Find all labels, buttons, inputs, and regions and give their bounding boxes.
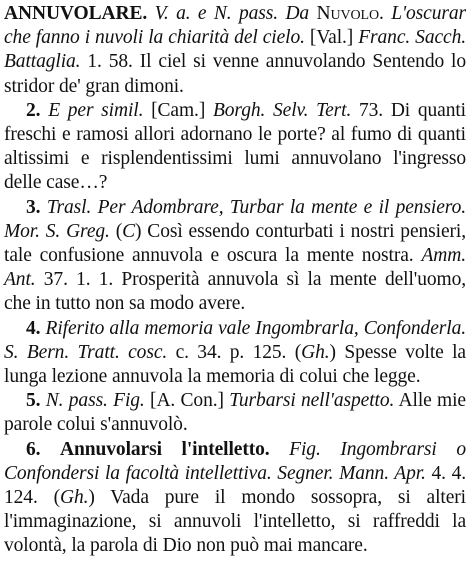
italic-text: Turbarsi nell'aspetto. <box>229 390 395 412</box>
sense-5 <box>4 389 466 437</box>
body-text: [A. Con.] <box>150 390 224 412</box>
italic-text: Trasl. Per Adombrare, Turbar la mente e il pensiero. Mor. S. Greg. <box>4 196 466 242</box>
sense-3 <box>4 196 466 317</box>
italic-text: Gh. <box>301 341 330 363</box>
sense-number: 2. <box>26 99 41 121</box>
body-text: 37. 1. 1. Prosperità annuvola sì la mente dell'uomo, che in tutto non sa modo avere. <box>4 269 466 315</box>
italic-text: Riferito alla memoria vale Ingombrarla, Confonderla. S. Bern. Tratt. cosc. <box>4 317 466 363</box>
senses-list <box>4 99 466 559</box>
sense-6 <box>4 438 466 559</box>
citation: 1. 58. <box>87 51 133 73</box>
italic-text: N. pass. Fig. <box>45 390 145 412</box>
bold-phrase: Annuvolarsi l'intelletto. <box>60 438 270 460</box>
quotation: Il ciel si venne annuvolando Sentendo lo stridor de' gran dimoni. <box>4 51 467 97</box>
body-text: ( <box>115 220 123 242</box>
source-marker: [Val.] <box>309 27 354 49</box>
italic-text: E per simil. <box>48 99 144 121</box>
sense-number: 4. <box>26 317 41 339</box>
definition: L'oscurar che fanno i nuvoli la chiarità del cielo. <box>4 3 466 49</box>
sense-4 <box>4 317 466 390</box>
sense-number: 5. <box>26 390 41 412</box>
body-text: ) Spesse volte la lunga lezione annuvola la memoria di colui che legge. <box>4 341 466 388</box>
italic-text: Fig. Ingombrarsi o Confondersi la facoltà intellettiva. Segner. Mann. Apr. <box>4 438 466 484</box>
sense-number: 6. <box>26 438 41 460</box>
body-text: 4. 4. 124. ( <box>4 462 466 509</box>
body-text: c. 34. p. 125. ( <box>175 341 302 363</box>
body-text: ) Così essendo conturbati i nostri pensieri, tale confusione annuvola e oscura la mente nostra. <box>4 220 466 267</box>
source-work: Franc. Sacch. Battaglia. <box>4 27 467 73</box>
body-text: 73. Di quanti freschi e ramosi allori adornano le porte? al fumo di quanti altissimi e risplendentissimi lumi annuvolano l'ingresso delle case…? <box>4 99 466 194</box>
etymon: Nuvolo <box>316 3 379 24</box>
body-text: ) Vada pure il mondo sossopra, si alteri l'immaginazione, si annuvoli l'intelletto, si raffreddi la volontà, la parola di Dio non può mai mancare. <box>4 487 466 557</box>
headword: ANNUVOLARE. <box>4 3 148 24</box>
italic-text: Amm. Ant. <box>4 245 466 291</box>
sense-number: 3. <box>26 196 41 218</box>
italic-text: Gh. <box>59 487 89 509</box>
italic-text: Borgh. Selv. Tert. <box>212 99 352 121</box>
etymon-period: . <box>379 3 384 24</box>
body-text: [Cam.] <box>151 99 206 121</box>
italic-text: C <box>122 220 136 242</box>
sense-2 <box>4 99 466 196</box>
grammar-note: V. a. e N. pass. Da <box>154 3 310 24</box>
body-text: Alle mie parole colui s'annuvolò. <box>4 390 466 436</box>
entry-main <box>4 2 466 99</box>
